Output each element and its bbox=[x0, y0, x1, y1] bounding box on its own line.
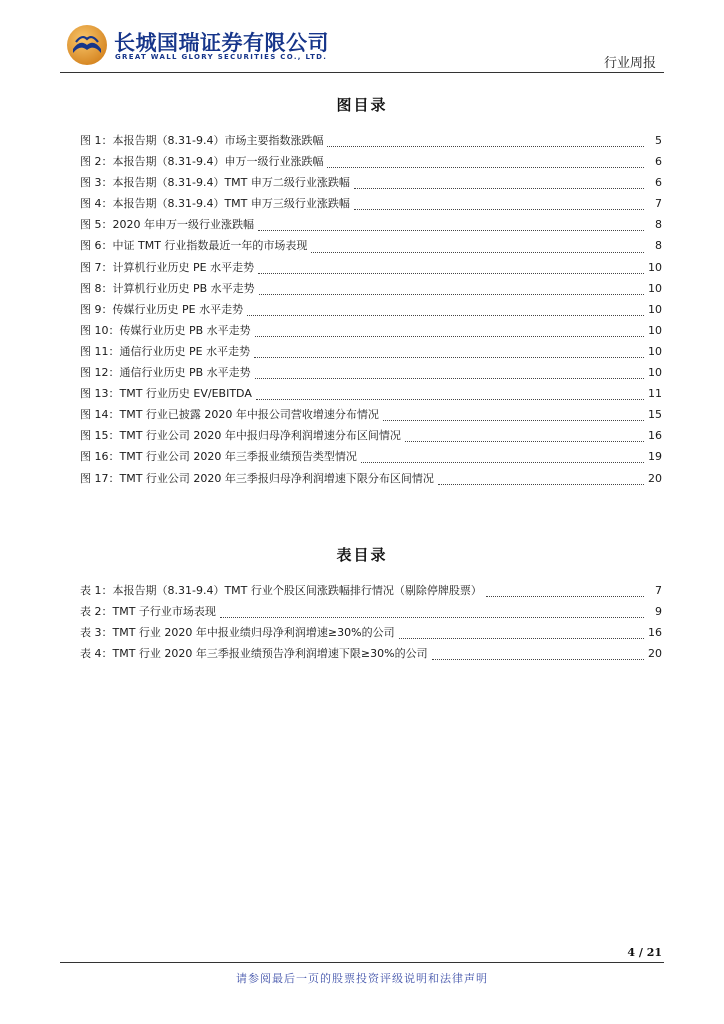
toc-entry-label: 图 12：通信行业历史 PB 水平走势 bbox=[80, 366, 251, 380]
figure-toc-entry[interactable] bbox=[80, 427, 662, 448]
toc-entry-page: 10 bbox=[648, 344, 662, 358]
toc-entry-page: 11 bbox=[648, 387, 662, 401]
page-number: 4 / 21 bbox=[627, 946, 662, 959]
toc-entry-label: 图 10：传媒行业历史 PB 水平走势 bbox=[80, 323, 251, 337]
toc-entry-label: 图 5：2020 年申万一级行业涨跌幅 bbox=[80, 218, 254, 232]
table-toc-entry[interactable] bbox=[80, 603, 662, 624]
toc-entry-label: 图 16：TMT 行业公司 2020 年三季报业绩预告类型情况 bbox=[80, 450, 357, 464]
figure-toc-entry[interactable] bbox=[80, 174, 662, 195]
toc-dot-leader bbox=[258, 230, 644, 231]
figure-toc-entry[interactable] bbox=[80, 216, 662, 237]
toc-dot-leader bbox=[258, 273, 644, 274]
toc-dot-leader bbox=[405, 441, 644, 442]
toc-entry-page: 6 bbox=[655, 155, 662, 169]
toc-dot-leader bbox=[327, 167, 644, 168]
toc-dot-leader bbox=[311, 252, 644, 253]
toc-entry-label: 图 14：TMT 行业已披露 2020 年中报公司营收增速分布情况 bbox=[80, 408, 379, 422]
toc-entry-page: 8 bbox=[655, 239, 662, 253]
figure-toc-entry[interactable] bbox=[80, 259, 662, 280]
toc-dot-leader bbox=[354, 209, 644, 210]
toc-dot-leader bbox=[354, 188, 644, 189]
table-toc-entry[interactable] bbox=[80, 582, 662, 603]
figures-toc-title: 图目录 bbox=[336, 96, 388, 114]
footer-disclaimer: 请参阅最后一页的股票投资评级说明和法律声明 bbox=[236, 972, 488, 985]
table-toc-entry[interactable] bbox=[80, 645, 662, 666]
toc-entry-page: 20 bbox=[648, 471, 662, 485]
toc-dot-leader bbox=[399, 638, 644, 639]
header-divider bbox=[60, 72, 664, 73]
toc-dot-leader bbox=[255, 378, 644, 379]
figure-toc-entry[interactable] bbox=[80, 237, 662, 258]
toc-dot-leader bbox=[432, 659, 644, 660]
figure-toc-entry[interactable] bbox=[80, 195, 662, 216]
toc-entry-page: 8 bbox=[655, 218, 662, 232]
figure-toc-entry[interactable] bbox=[80, 132, 662, 153]
toc-dot-leader bbox=[327, 146, 644, 147]
toc-entry-label: 图 15：TMT 行业公司 2020 年中报归母净利润增速分布区间情况 bbox=[80, 429, 401, 443]
toc-dot-leader bbox=[361, 462, 644, 463]
toc-entry-page: 16 bbox=[648, 429, 662, 443]
footer-divider bbox=[60, 962, 664, 963]
table-toc-entry[interactable] bbox=[80, 624, 662, 645]
toc-entry-label: 图 2：本报告期（8.31-9.4）申万一级行业涨跌幅 bbox=[80, 155, 324, 169]
figure-toc-entry[interactable] bbox=[80, 301, 662, 322]
toc-entry-label: 图 8：计算机行业历史 PB 水平走势 bbox=[80, 281, 255, 295]
toc-dot-leader bbox=[220, 617, 644, 618]
toc-entry-label: 图 7：计算机行业历史 PE 水平走势 bbox=[80, 260, 255, 274]
figures-toc-list bbox=[80, 132, 662, 491]
toc-entry-label: 图 13：TMT 行业历史 EV/EBITDA bbox=[80, 387, 252, 401]
toc-entry-page: 10 bbox=[648, 260, 662, 274]
toc-entry-label: 表 2：TMT 子行业市场表现 bbox=[80, 605, 216, 619]
toc-entry-page: 10 bbox=[648, 281, 662, 295]
toc-entry-page: 5 bbox=[655, 134, 662, 147]
figure-toc-entry[interactable] bbox=[80, 364, 662, 385]
figure-toc-entry[interactable] bbox=[80, 385, 662, 406]
tables-toc-list bbox=[80, 582, 662, 666]
toc-entry-label: 图 1：本报告期（8.31-9.4）市场主要指数涨跌幅 bbox=[80, 134, 324, 147]
toc-entry-label: 图 3：本报告期（8.31-9.4）TMT 申万二级行业涨跌幅 bbox=[80, 176, 350, 190]
toc-entry-page: 10 bbox=[648, 366, 662, 380]
toc-dot-leader bbox=[259, 294, 644, 295]
toc-entry-page: 7 bbox=[655, 584, 662, 597]
toc-entry-page: 10 bbox=[648, 323, 662, 337]
figure-toc-entry[interactable] bbox=[80, 280, 662, 301]
figure-toc-entry[interactable] bbox=[80, 153, 662, 174]
tables-toc-title: 表目录 bbox=[336, 546, 388, 564]
toc-dot-leader bbox=[255, 336, 644, 337]
figure-toc-entry[interactable] bbox=[80, 322, 662, 343]
toc-entry-label: 图 9：传媒行业历史 PE 水平走势 bbox=[80, 302, 244, 316]
toc-dot-leader bbox=[383, 420, 644, 421]
brand-name-en: GREAT WALL GLORY SECURITIES CO., LTD. bbox=[115, 53, 328, 61]
toc-entry-label: 表 3：TMT 行业 2020 年中报业绩归母净利润增速≥30%的公司 bbox=[80, 626, 395, 640]
toc-entry-page: 15 bbox=[648, 408, 662, 422]
toc-entry-page: 6 bbox=[655, 176, 662, 190]
toc-dot-leader bbox=[256, 399, 644, 400]
toc-entry-label: 表 1：本报告期（8.31-9.4）TMT 行业个股区间涨跌幅排行情况（剔除停牌股票） bbox=[80, 584, 482, 597]
toc-dot-leader bbox=[438, 484, 644, 485]
page-header bbox=[0, 0, 724, 80]
toc-dot-leader bbox=[247, 315, 644, 316]
toc-entry-page: 16 bbox=[648, 626, 662, 640]
figure-toc-entry[interactable] bbox=[80, 343, 662, 364]
toc-entry-label: 图 17：TMT 行业公司 2020 年三季报归母净利润增速下限分布区间情况 bbox=[80, 471, 434, 485]
toc-entry-label: 表 4：TMT 行业 2020 年三季报业绩预告净利润增速下限≥30%的公司 bbox=[80, 647, 428, 661]
toc-dot-leader bbox=[254, 357, 644, 358]
figure-toc-entry[interactable] bbox=[80, 448, 662, 469]
figure-toc-entry[interactable] bbox=[80, 470, 662, 491]
toc-entry-label: 图 4：本报告期（8.31-9.4）TMT 申万三级行业涨跌幅 bbox=[80, 197, 350, 211]
toc-entry-page: 10 bbox=[648, 302, 662, 316]
toc-entry-page: 7 bbox=[655, 197, 662, 211]
brand-name-cn: 长城国瑞证券有限公司 bbox=[114, 31, 329, 55]
toc-entry-label: 图 6：中证 TMT 行业指数最近一年的市场表现 bbox=[80, 239, 308, 253]
toc-dot-leader bbox=[486, 596, 644, 597]
document-type: 行业周报 bbox=[603, 56, 656, 71]
toc-entry-page: 19 bbox=[648, 450, 662, 464]
toc-entry-page: 9 bbox=[655, 605, 662, 619]
toc-entry-label: 图 11：通信行业历史 PE 水平走势 bbox=[80, 344, 251, 358]
figure-toc-entry[interactable] bbox=[80, 406, 662, 427]
toc-entry-page: 20 bbox=[648, 647, 662, 661]
great-wall-glory-logo-icon bbox=[66, 24, 108, 66]
